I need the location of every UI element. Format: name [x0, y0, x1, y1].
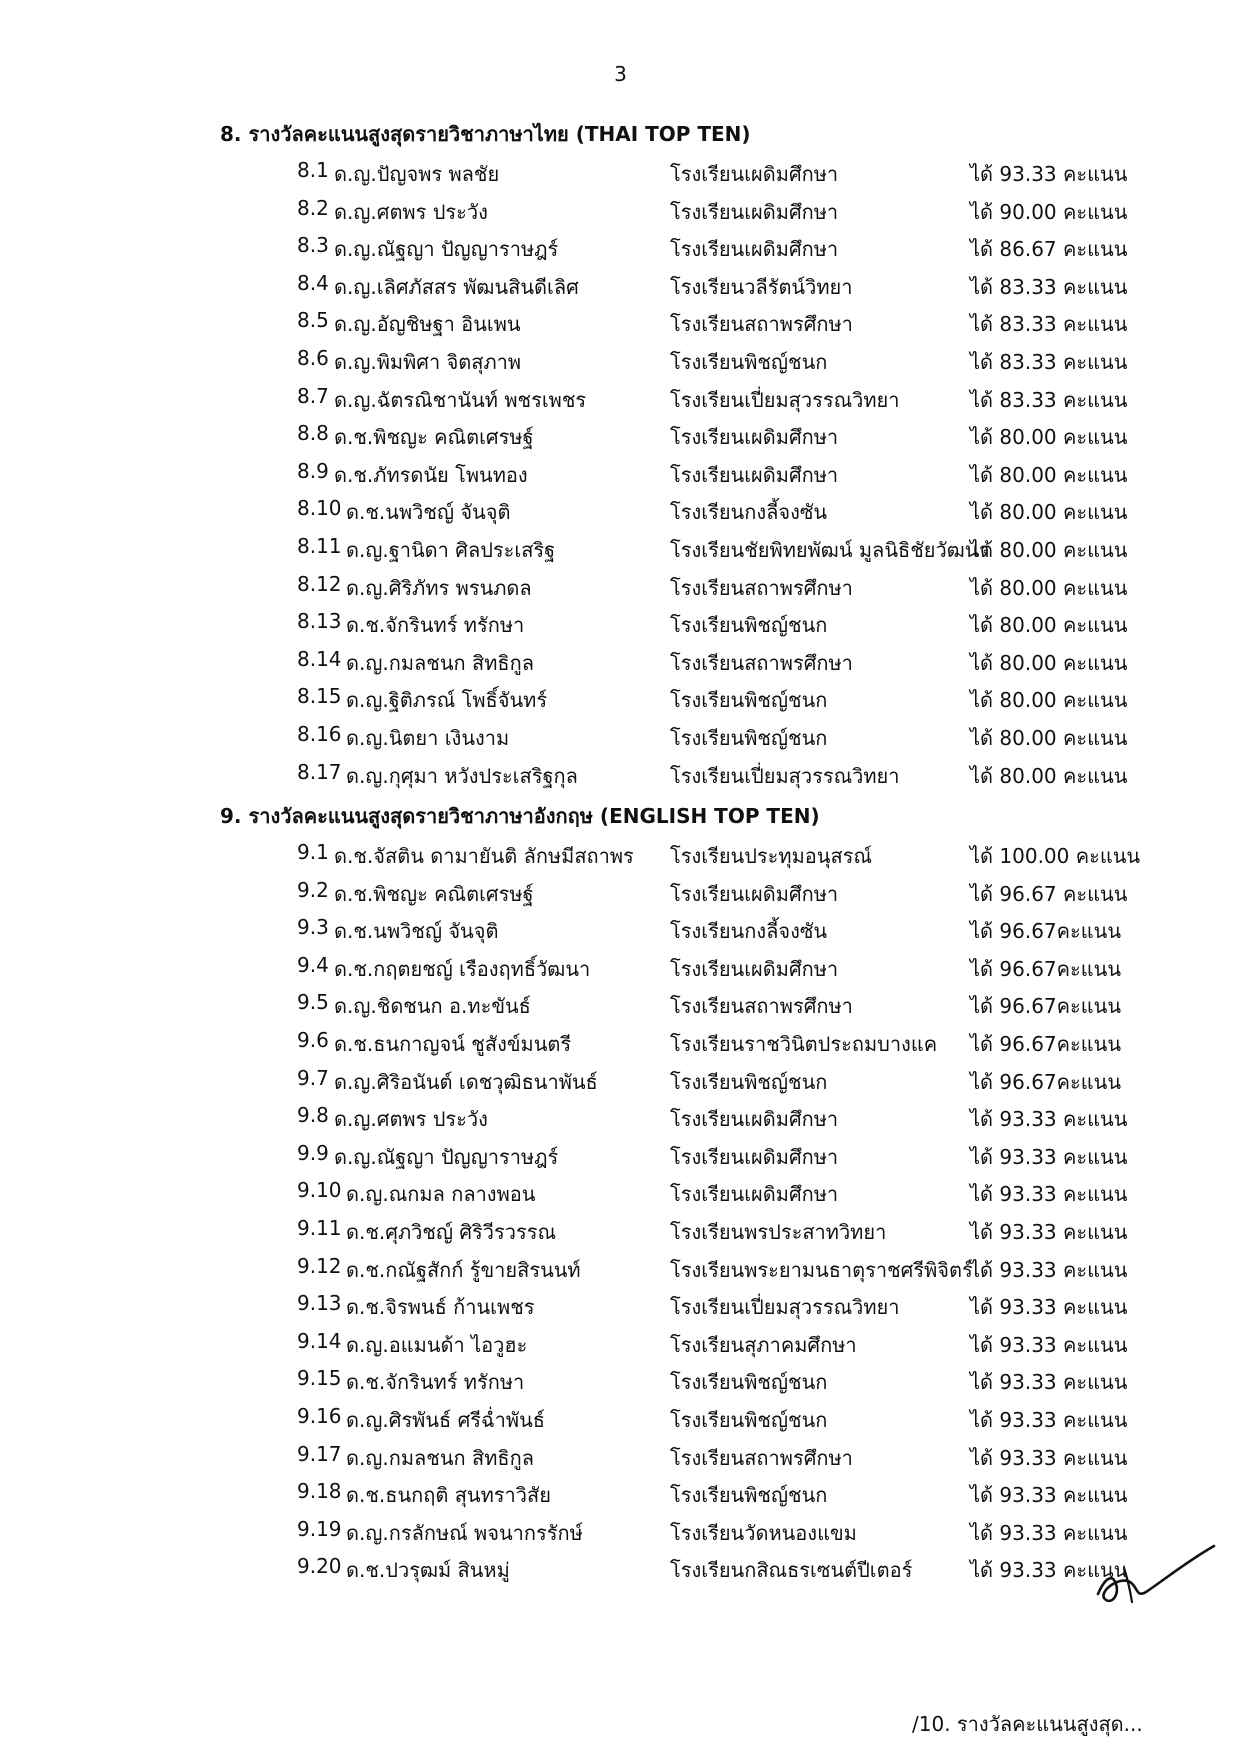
student-name: ด.ช.จักรินทร์ ทรักษา [346, 1370, 525, 1395]
rank-number: 9.14 [297, 1328, 342, 1353]
student-name: ด.ช.จัสติน ดามายันติ ลักษมีสถาพร [334, 844, 634, 868]
student-name: ด.ญ.ฉัตรณิชานันท์ พชรเพชร [334, 387, 587, 412]
school-name: โรงเรียนวลีรัตน์วิทยา [670, 274, 853, 299]
rank-number: 8.1 [297, 158, 329, 182]
student-name: ด.ช.พิชญะ คณิตเศรษฐ์ [334, 881, 534, 906]
school-name: โรงเรียนพิชญ์ชนก [670, 688, 828, 713]
student-name: ด.ช.กณัฐสักก์ รู้ขายสิรนนท์ [346, 1257, 581, 1282]
score-text: ได้ 93.33 คะแนน [970, 1520, 1128, 1545]
school-name: โรงเรียนพิชญ์ชนก [670, 1069, 828, 1094]
rank-number: 9.9 [297, 1140, 329, 1165]
rank-number: 9.19 [297, 1516, 342, 1541]
award-row [0, 384, 1241, 421]
score-text: ได้ 80.00 คะแนน [970, 462, 1128, 487]
page-number: 3 [614, 62, 627, 86]
award-row [0, 346, 1241, 383]
score-text: ได้ 83.33 คะแนน [970, 350, 1128, 374]
rank-number: 8.13 [297, 609, 342, 634]
award-row [0, 496, 1241, 533]
award-row [0, 1103, 1241, 1140]
student-name: ด.ญ.อัญชิษฐา อินเพน [334, 312, 521, 337]
school-name: โรงเรียนเผดิมศึกษา [670, 1144, 839, 1169]
rank-number: 9.16 [297, 1404, 342, 1428]
award-row [0, 760, 1241, 797]
school-name: โรงเรียนสถาพรศึกษา [670, 994, 853, 1019]
school-name: โรงเรียนประทุมอนุสรณ์ [670, 844, 872, 868]
student-name: ด.ญ.นิตยา เงินงาม [346, 726, 510, 750]
rank-number: 9.7 [297, 1065, 329, 1090]
award-row [0, 233, 1241, 270]
score-text: ได้ 80.00 คะแนน [970, 425, 1128, 450]
student-name: ด.ญ.ณกมล กลางพอน [346, 1182, 536, 1207]
award-row [0, 1216, 1241, 1253]
school-name: โรงเรียนสุภาคมศึกษา [670, 1332, 857, 1357]
rank-number: 8.2 [297, 195, 329, 220]
award-row [0, 722, 1241, 759]
award-row [0, 953, 1241, 990]
student-name: ด.ญ.ณัฐญา ปัญญาราษฎร์ [334, 237, 559, 262]
score-text: ได้ 100.00 คะแนน [970, 844, 1141, 868]
school-name: โรงเรียนเผดิมศึกษา [670, 1182, 839, 1207]
score-text: ได้ 93.33 คะแนน [970, 1408, 1128, 1432]
school-name: โรงเรียนเผดิมศึกษา [670, 462, 839, 487]
school-name: โรงเรียนพิชญ์ชนก [670, 350, 828, 374]
score-text: ได้ 93.33 คะแนน [970, 1483, 1128, 1508]
school-name: โรงเรียนเผดิมศึกษา [670, 199, 839, 224]
score-text: ได้ 80.00 คะแนน [970, 538, 1128, 562]
rank-number: 8.11 [297, 534, 342, 558]
score-text: ได้ 93.33 คะแนน [970, 1445, 1128, 1470]
section-heading: 9. รางวัลคะแนนสูงสุดรายวิชาภาษาอังกฤษ (ENGLISH TOP TEN) [220, 804, 820, 828]
score-text: ได้ 80.00 คะแนน [970, 688, 1128, 713]
award-row [0, 1479, 1241, 1516]
rank-number: 9.1 [297, 840, 329, 864]
student-name: ด.ญ.อแมนด้า ไอวูฮะ [346, 1332, 528, 1357]
score-text: ได้ 96.67คะแนน [970, 956, 1122, 981]
rank-number: 9.3 [297, 915, 329, 940]
award-row [0, 158, 1241, 195]
award-row [0, 990, 1241, 1027]
score-text: ได้ 93.33 คะแนน [970, 1332, 1128, 1357]
score-text: ได้ 93.33 คะแนน [970, 1220, 1128, 1244]
student-name: ด.ช.จิรพนธ์ ก้านเพชร [346, 1295, 535, 1320]
rank-number: 8.8 [297, 421, 329, 446]
award-row [0, 572, 1241, 609]
score-text: ได้ 93.33 คะแนน [970, 1144, 1128, 1169]
score-text: ได้ 96.67คะแนน [970, 994, 1122, 1019]
rank-number: 9.8 [297, 1103, 329, 1128]
score-text: ได้ 80.00 คะแนน [970, 726, 1128, 750]
student-name: ด.ญ.กมลชนก สิทธิกูล [346, 650, 534, 675]
score-text: ได้ 83.33 คะแนน [970, 387, 1128, 412]
score-text: ได้ 90.00 คะแนน [970, 199, 1128, 224]
student-name: ด.ญ.กมลชนก สิทธิกูล [346, 1445, 534, 1470]
award-row [0, 609, 1241, 646]
award-row [0, 840, 1241, 877]
score-text: ได้ 96.67คะแนน [970, 1069, 1122, 1094]
student-name: ด.ช.จักรินทร์ ทรักษา [346, 613, 525, 638]
score-text: ได้ 83.33 คะแนน [970, 312, 1128, 337]
rank-number: 9.10 [297, 1178, 342, 1203]
award-row [0, 459, 1241, 496]
award-row [0, 421, 1241, 458]
rank-number: 9.4 [297, 952, 329, 977]
student-name: ด.ช.ปวรุฒม์ สินหมู่ [346, 1558, 510, 1583]
school-name: โรงเรียนพรประสาทวิทยา [670, 1220, 887, 1244]
award-row [0, 915, 1241, 952]
school-name: โรงเรียนเผดิมศึกษา [670, 162, 839, 186]
school-name: โรงเรียนเผดิมศึกษา [670, 237, 839, 262]
rank-number: 8.17 [297, 759, 342, 784]
school-name: โรงเรียนสถาพรศึกษา [670, 1445, 853, 1470]
rank-number: 8.12 [297, 571, 342, 596]
award-row [0, 1254, 1241, 1291]
score-text: ได้ 80.00 คะแนน [970, 500, 1128, 525]
rank-number: 9.12 [297, 1253, 342, 1278]
school-name: โรงเรียนเผดิมศึกษา [670, 956, 839, 981]
school-name: โรงเรียนเปี่ยมสุวรรณวิทยา [670, 763, 900, 788]
award-row [0, 1517, 1241, 1554]
student-name: ด.ช.ธนกฤติ สุนทราวิสัย [346, 1483, 551, 1508]
school-name: โรงเรียนสถาพรศึกษา [670, 575, 853, 600]
student-name: ด.ญ.พิมพิศา จิตสุภาพ [334, 350, 522, 374]
student-name: ด.ช.ภัทรดนัย โพนทอง [334, 462, 528, 487]
school-name: โรงเรียนพิชญ์ชนก [670, 1408, 828, 1432]
score-text: ได้ 93.33 คะแนน [970, 1182, 1128, 1207]
student-name: ด.ญ.กรลักษณ์ พจนากรรักษ์ [346, 1520, 583, 1545]
school-name: โรงเรียนพิชญ์ชนก [670, 726, 828, 750]
school-name: โรงเรียนเปี่ยมสุวรรณวิทยา [670, 387, 900, 412]
rank-number: 9.13 [297, 1291, 342, 1316]
score-text: ได้ 93.33 คะแนน [970, 1295, 1128, 1320]
rank-number: 8.14 [297, 646, 342, 671]
award-row [0, 1554, 1241, 1591]
score-text: ได้ 96.67คะแนน [970, 919, 1122, 944]
score-text: ได้ 93.33 คะแนน [970, 1257, 1128, 1282]
rank-number: 8.7 [297, 383, 329, 408]
student-name: ด.ช.ธนกาญจน์ ชูสังข์มนตรี [334, 1032, 572, 1056]
school-name: โรงเรียนกงลี้จงซัน [670, 919, 828, 944]
award-row [0, 684, 1241, 721]
student-name: ด.ญ.เลิศภัสสร พัฒนสินดีเลิศ [334, 274, 579, 299]
handwritten-signature [1090, 1532, 1220, 1612]
school-name: โรงเรียนเผดิมศึกษา [670, 425, 839, 450]
score-text: ได้ 80.00 คะแนน [970, 650, 1128, 675]
school-name: โรงเรียนวัดหนองแขม [670, 1520, 857, 1545]
student-name: ด.ญ.ปัญจพร พลชัย [334, 162, 500, 186]
score-text: ได้ 83.33 คะแนน [970, 274, 1128, 299]
award-row [0, 1442, 1241, 1479]
student-name: ด.ช.นพวิชญ์ จันจุติ [334, 919, 499, 944]
rank-number: 9.11 [297, 1216, 342, 1240]
score-text: ได้ 96.67 คะแนน [970, 881, 1128, 906]
school-name: โรงเรียนชัยพิทยพัฒน์ มูลนิธิชัยวัฒนา [670, 538, 990, 562]
score-text: ได้ 93.33 คะแนน [970, 1558, 1128, 1583]
school-name: โรงเรียนพิชญ์ชนก [670, 1483, 828, 1508]
student-name: ด.ช.นพวิชญ์ จันจุติ [346, 500, 511, 525]
rank-number: 8.4 [297, 270, 329, 295]
award-row [0, 1028, 1241, 1065]
school-name: โรงเรียนเผดิมศึกษา [670, 1107, 839, 1132]
score-text: ได้ 80.00 คะแนน [970, 575, 1128, 600]
award-row [0, 196, 1241, 233]
school-name: โรงเรียนกสิณธรเซนต์ปีเตอร์ [670, 1558, 913, 1583]
award-row [0, 1329, 1241, 1366]
score-text: ได้ 80.00 คะแนน [970, 613, 1128, 638]
score-text: ได้ 93.33 คะแนน [970, 1107, 1128, 1132]
award-row [0, 1141, 1241, 1178]
award-row [0, 1404, 1241, 1441]
school-name: โรงเรียนสถาพรศึกษา [670, 312, 853, 337]
student-name: ด.ช.กฤตยชญ์ เรืองฤทธิ์วัฒนา [334, 956, 591, 981]
score-text: ได้ 93.33 คะแนน [970, 162, 1128, 186]
rank-number: 8.9 [297, 458, 329, 483]
award-row [0, 647, 1241, 684]
school-name: โรงเรียนสถาพรศึกษา [670, 650, 853, 675]
school-name: โรงเรียนเผดิมศึกษา [670, 881, 839, 906]
award-row [0, 308, 1241, 345]
award-row [0, 271, 1241, 308]
rank-number: 9.15 [297, 1366, 342, 1391]
student-name: ด.ญ.ศิริอนันต์ เดชวุฒิธนาพันธ์ [334, 1069, 598, 1094]
award-row [0, 878, 1241, 915]
rank-number: 9.18 [297, 1479, 342, 1504]
student-name: ด.ญ.ฐิติภรณ์ โพธิ์จันทร์ [346, 688, 548, 713]
award-row [0, 1178, 1241, 1215]
rank-number: 8.6 [297, 346, 329, 370]
student-name: ด.ญ.ฐานิดา ศิลประเสริฐ [346, 538, 556, 562]
student-name: ด.ญ.ศิริภัทร พรนภดล [346, 575, 532, 600]
score-text: ได้ 96.67คะแนน [970, 1032, 1122, 1056]
school-name: โรงเรียนกงลี้จงซัน [670, 500, 828, 525]
score-text: ได้ 86.67 คะแนน [970, 237, 1128, 262]
rank-number: 9.2 [297, 877, 329, 902]
award-row [0, 1366, 1241, 1403]
student-name: ด.ญ.ชิดชนก อ.ทะขันธ์ [334, 994, 531, 1019]
student-name: ด.ญ.กุศุมา หวังประเสริฐกุล [346, 763, 578, 788]
award-row [0, 1291, 1241, 1328]
school-name: โรงเรียนพระยามนธาตุราชศรีพิจิตร์ [670, 1257, 973, 1282]
score-text: ได้ 80.00 คะแนน [970, 763, 1128, 788]
rank-number: 9.17 [297, 1441, 342, 1466]
school-name: โรงเรียนราชวินิตประถมบางแค [670, 1032, 938, 1056]
rank-number: 9.6 [297, 1028, 329, 1052]
section-heading: 8. รางวัลคะแนนสูงสุดรายวิชาภาษาไทย (THAI TOP TEN) [220, 122, 751, 146]
rank-number: 9.20 [297, 1554, 342, 1579]
rank-number: 9.5 [297, 990, 329, 1015]
rank-number: 8.15 [297, 684, 342, 709]
student-name: ด.ช.ศุภวิชญ์ ศิริวีรวรรณ [346, 1220, 557, 1244]
student-name: ด.ญ.ศตพร ประวัง [334, 199, 488, 224]
rank-number: 8.3 [297, 233, 329, 258]
rank-number: 8.10 [297, 496, 342, 521]
school-name: โรงเรียนพิชญ์ชนก [670, 613, 828, 638]
rank-number: 8.5 [297, 308, 329, 333]
student-name: ด.ญ.ศิรพันธ์ ศรีฉ่ำพันธ์ [346, 1408, 545, 1432]
student-name: ด.ญ.ณัฐญา ปัญญาราษฎร์ [334, 1144, 559, 1169]
school-name: โรงเรียนเปี่ยมสุวรรณวิทยา [670, 1295, 900, 1320]
award-row [0, 1066, 1241, 1103]
continuation-note: /10. รางวัลคะแนนสูงสุด... [912, 1712, 1143, 1736]
rank-number: 8.16 [297, 722, 342, 746]
student-name: ด.ช.พิชญะ คณิตเศรษฐ์ [334, 425, 534, 450]
award-row [0, 534, 1241, 571]
student-name: ด.ญ.ศตพร ประวัง [334, 1107, 488, 1132]
school-name: โรงเรียนพิชญ์ชนก [670, 1370, 828, 1395]
score-text: ได้ 93.33 คะแนน [970, 1370, 1128, 1395]
